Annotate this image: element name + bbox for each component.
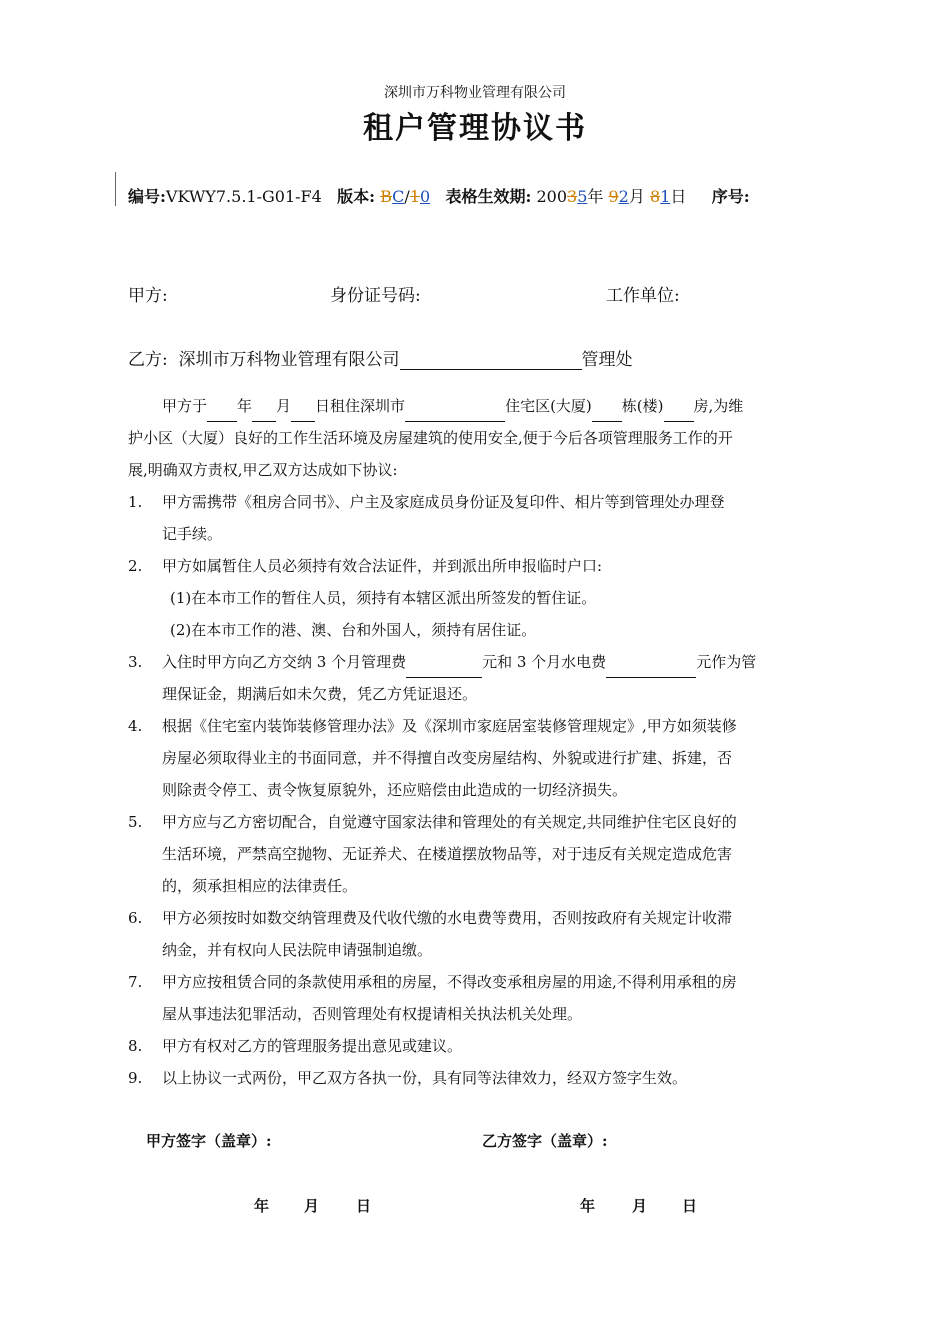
clause-3-text: 元和 3 个月水电费	[482, 653, 607, 671]
clause-6-line: 甲方必须按时如数交纳管理费及代收代缴的水电费等费用，否则按政府有关规定计收滞	[162, 909, 733, 927]
intro-line-1	[162, 390, 743, 422]
work-unit-label: 工作单位:	[606, 286, 680, 306]
party-b-company: 深圳市万科物业管理有限公司	[178, 350, 400, 370]
day-deleted: 8	[649, 187, 661, 206]
clause-1-number: 1.	[128, 493, 143, 511]
version-inserted: C	[392, 187, 405, 206]
clause-1-line: 记手续。	[162, 525, 223, 543]
date-day: 日	[356, 1197, 372, 1215]
clause-5-number: 5.	[128, 813, 143, 831]
intro-text: 栋(楼)	[621, 397, 664, 415]
clause-5-line: 生活环境，严禁高空抛物、无证养犬、在楼道摆放物品等，对于违反有关规定造成危害	[162, 845, 733, 863]
year-prefix: 200	[536, 187, 567, 206]
date-month: 月	[304, 1197, 320, 1215]
day-inserted: 1	[660, 187, 671, 206]
version-sep: /	[404, 187, 410, 206]
office-blank	[400, 351, 582, 370]
day-unit: 日	[670, 187, 687, 206]
intro-text: 住宅区(大厦)	[505, 397, 592, 415]
date-year: 年	[580, 1197, 596, 1215]
party-b-suffix: 管理处	[581, 350, 633, 370]
intro-line-2: 护小区（大厦）良好的工作生活环境及房屋建筑的使用安全,便于今后各项管理服务工作的开	[128, 429, 733, 447]
document-title: 租户管理协议书	[363, 111, 587, 146]
blank-utility-fee	[606, 661, 696, 678]
clause-7-number: 7.	[128, 973, 143, 991]
effective-label: 表格生效期:	[445, 187, 532, 206]
blank-building	[592, 405, 622, 422]
clause-2-sub-2: (2)在本市工作的港、澳、台和外国人，须持有居住证。	[170, 621, 537, 639]
intro-line-3: 展,明确双方责权,甲乙双方达成如下协议:	[128, 461, 398, 479]
blank-month	[252, 405, 276, 422]
clause-8-line: 甲方有权对乙方的管理服务提出意见或建议。	[162, 1037, 463, 1055]
year-unit: 年	[587, 187, 604, 206]
clause-3-text: 元作为管	[696, 653, 757, 671]
version-inserted-2: 0	[419, 187, 431, 206]
version-label: 版本:	[337, 187, 375, 206]
month-unit: 月	[628, 187, 645, 206]
clause-6-line: 纳金，并有权向人民法院申请强制追缴。	[162, 941, 433, 959]
blank-year	[207, 405, 237, 422]
intro-text: 甲方于	[162, 397, 208, 415]
date-month: 月	[632, 1197, 648, 1215]
party-b-signature-label: 乙方签字（盖章）:	[482, 1132, 608, 1150]
code-label: 编号:	[128, 187, 166, 206]
clause-4-number: 4.	[128, 717, 143, 735]
clause-2-number: 2.	[128, 557, 143, 575]
intro-text: 日租住深圳市	[315, 397, 406, 415]
clause-1-line: 甲方需携带《租房合同书》、户主及家庭成员身份证及复印件、相片等到管理处办理登	[162, 493, 725, 511]
clause-9-line: 以上协议一式两份，甲乙双方各执一份，具有同等法律效力，经双方签字生效。	[162, 1069, 688, 1087]
intro-text: 年	[237, 397, 253, 415]
month-inserted: 2	[618, 187, 629, 206]
version-deleted: B	[380, 187, 393, 206]
clause-5-line: 甲方应与乙方密切配合，自觉遵守国家法律和管理处的有关规定,共同维护住宅区良好的	[162, 813, 737, 831]
year-inserted: 5	[577, 187, 588, 206]
clause-2-line: 甲方如属暂住人员必须持有效合法证件，并到派出所申报临时户口:	[162, 557, 603, 575]
blank-day	[291, 405, 315, 422]
clause-8-number: 8.	[128, 1037, 143, 1055]
intro-text: 月	[276, 397, 292, 415]
form-meta-line	[128, 184, 750, 207]
code-value: VKWY7.5.1-G01-F4	[165, 187, 322, 206]
party-b-line	[128, 345, 633, 370]
clause-6-number: 6.	[128, 909, 143, 927]
clause-9-number: 9.	[128, 1069, 143, 1087]
party-a-signature-label: 甲方签字（盖章）:	[146, 1132, 272, 1150]
month-deleted: 9	[608, 187, 619, 206]
intro-text: 房,为维	[693, 397, 744, 415]
clause-7-line: 甲方应按租赁合同的条款使用承租的房屋，不得改变承租房屋的用途,不得利用承租的房	[162, 973, 737, 991]
clause-4-line: 则除责令停工、责令恢复原貌外，还应赔偿由此造成的一切经济损失。	[162, 781, 628, 799]
clause-3-line: 理保证金，期满后如未欠费，凭乙方凭证退还。	[162, 685, 478, 703]
date-year: 年	[254, 1197, 270, 1215]
serial-label: 序号:	[711, 187, 750, 206]
version-deleted-2: 1	[409, 187, 420, 206]
clause-3-text: 入住时甲方向乙方交纳 3 个月管理费	[162, 653, 407, 671]
clause-4-line: 根据《住宅室内装饰装修管理办法》及《深圳市家庭居室装修管理规定》,甲方如须装修	[162, 717, 737, 735]
party-a-label: 甲方:	[128, 286, 168, 306]
clause-2-sub-1: (1)在本市工作的暂住人员，须持有本辖区派出所签发的暂住证。	[170, 589, 597, 607]
year-deleted: 3	[567, 187, 578, 206]
clause-5-line: 的，须承担相应的法律责任。	[162, 877, 358, 895]
party-a-date	[254, 1195, 371, 1216]
margin-bar	[115, 172, 116, 206]
blank-room	[664, 405, 694, 422]
date-day: 日	[682, 1197, 698, 1215]
blank-management-fee	[406, 661, 482, 678]
party-b-label: 乙方:	[128, 350, 168, 370]
clause-4-line: 房屋必须取得业主的书面同意，并不得擅自改变房屋结构、外貌或进行扩建、拆建，否	[162, 749, 733, 767]
party-b-date	[580, 1195, 697, 1216]
clause-7-line: 屋从事违法犯罪活动，否则管理处有权提请相关执法机关处理。	[162, 1005, 583, 1023]
company-name: 深圳市万科物业管理有限公司	[384, 85, 566, 101]
clause-3-line	[162, 646, 756, 678]
blank-estate	[405, 405, 505, 422]
clause-3-number: 3.	[128, 653, 143, 671]
id-number-label: 身份证号码:	[330, 286, 421, 306]
